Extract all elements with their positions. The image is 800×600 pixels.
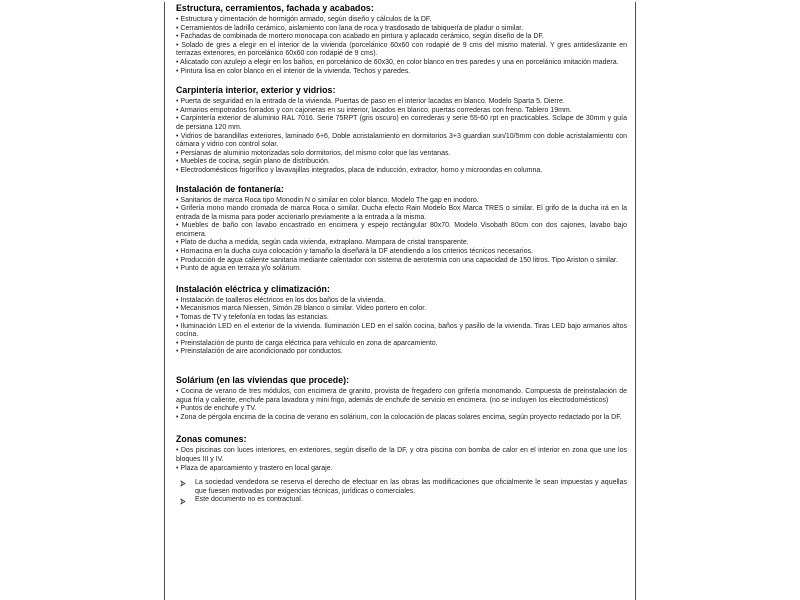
bullet-item: • Electrodomésticos frigorífico y lavavajillas integrados, placa de inducción, extractor, horno y microondas en columna.	[176, 166, 543, 174]
note-item	[176, 496, 627, 508]
bullet-list	[176, 197, 627, 274]
bullet-list	[176, 388, 627, 422]
bullet-item: • Sanitarios de marca Roca tipo Monodin N o similar en color blanco. Modelo The gap en inodoro.	[176, 196, 479, 204]
bullet-list	[176, 297, 627, 357]
bullet-item: • Mecanismos marca Niessen, Simón 28 blanco o similar. Video portero en color.	[176, 305, 427, 313]
bullet-list	[176, 98, 627, 175]
spec-section	[176, 3, 627, 76]
bullet-item: • Pintura lisa en color blanco en el interior de la vivienda. Techos y paredes.	[176, 67, 411, 75]
bullet-list	[176, 447, 627, 473]
bullet-item: • Estructura y cimentación de hormigón armado, según diseño y cálculos de la DF.	[176, 16, 432, 23]
bullet-item: • Iluminación LED en el exterior de la vivienda. Iluminación LED en el salón cocina, baños y pasillo de la vivienda. Tiras LED bajo armarios altos cocina.	[176, 322, 627, 339]
section-heading: Carpintería interior, exterior y vidrios:	[176, 85, 336, 96]
section-heading: Zonas comunes:	[176, 434, 247, 445]
bullet-item: • Puntos de enchufe y TV.	[176, 405, 257, 413]
bullet-item: • Dos piscinas con luces interiores, en exteriores, según diseño de la DF, y otra piscina con bomba de calor en el interior en zona que une los bloques III y IV.	[176, 447, 627, 463]
spec-section	[176, 85, 627, 175]
note-text: Este documento no es contractual.	[195, 496, 303, 504]
bullet-item: • Preinstalación de aire acondicionado por conductos.	[176, 348, 343, 356]
arrowhead-right-icon	[176, 496, 195, 508]
bullet-item: • Vidrios de barandillas exteriores, laminado 6+6, Doble acristalamiento en dormitorios 3+3 guardian sun/10/5mm con doble acristalamiento con cámara y vidrio con control solar.	[176, 132, 627, 149]
arrowhead-right-icon	[176, 479, 195, 496]
bullet-item: • Solado de gres a elegir en el interior de la vivienda (porcelánico 60x60 con rodapié de 9 cms del mismo material. Y gres antideslizante en terrazas exteriores, en porcelánico 60x60 con rodapié de 9 cms).	[176, 41, 627, 58]
bullet-item: • Plaza de aparcamiento y trastero en local garaje.	[176, 464, 333, 472]
section-heading: Instalación eléctrica y climatización:	[176, 283, 330, 294]
spec-sections	[176, 3, 627, 473]
spec-section	[176, 434, 627, 473]
legal-notes	[176, 479, 627, 508]
section-heading: Solárium (en las viviendas que procede):	[176, 375, 350, 385]
bullet-item: • Puerta de seguridad en la entrada de la vivienda. Puertas de paso en el interior lacadas en blanco. Modelo Sparta 5. Dierre.	[176, 98, 565, 106]
bullet-item: • Hornacina en la ducha cuya colocación y tamaño la diseñará la DF atendiendo a los criterios técnicos necesarios.	[176, 248, 533, 256]
spec-section	[176, 184, 627, 274]
bullet-list	[176, 16, 627, 76]
bullet-item: • Alicatado con azulejo a elegir en los baños, en porcelánico de 60x30, en color blanco en tres paredes y una en porcelánico imitación madera.	[176, 58, 619, 66]
page-content	[165, 2, 635, 508]
bullet-item: • Tomas de TV y telefonía en todas las estancias.	[176, 314, 329, 322]
bullet-item: • Muebles de baño con lavabo encastrado en encimera y espejo rectángular 80x70. Modelo Visobath 80cm con dos cajones, lavabo bajo encimera.	[176, 222, 627, 238]
bullet-item: • Preinstalación de punto de carga eléctrica para vehículo en zona de aparcamiento.	[176, 339, 438, 347]
bullet-item: • Armarios empotrados forrados y con cajoneras en su interior, lacados en blanco, puertas correderas con freno. Tablero 19mm.	[176, 106, 572, 114]
spec-section	[176, 375, 627, 422]
document-page	[164, 2, 636, 600]
bullet-item: • Cerramientos de ladrillo cerámico, aislamiento con lana de roca y trasdosado de tabiquería de pladur o similar.	[176, 24, 524, 32]
bullet-item: • Grifería mono mando cromada de marca Roca o similar. Ducha efecto Rain Modelo Box Marca TRES o similar. El grifo de la ducha irá en la entrada de la misma para poder accionarlo previamente a la entrada a la misma.	[176, 205, 627, 221]
section-heading: Instalación de fontanería:	[176, 183, 284, 194]
note-item	[176, 479, 627, 496]
bullet-item: • Fachadas de combinada de mortero monocapa con acabado en pintura y aplacado cerámico, según diseño de la DF.	[176, 33, 544, 41]
bullet-item: • Instalación de toalleros eléctricos en los dos baños de la vivienda.	[176, 296, 386, 304]
section-heading: Estructura, cerramientos, fachada y acabados:	[176, 3, 374, 13]
bullet-item: • Punto de agua en terraza y/o solárium.	[176, 265, 302, 273]
bullet-item: • Plato de ducha a medida, según cada vivienda, extraplano. Mampara de cristal transparente.	[176, 239, 469, 247]
bullet-item: • Zona de pérgola encima de la cocina de verano en solárium, con la colocación de placas solares encima, según proyecto redactado por la DF.	[176, 413, 622, 421]
note-text: La sociedad vendedora se reserva el derecho de efectuar en las obras las modificaciones que oficialmente le sean impuestas y aquellas que fuesen motivadas por exigencias técnicas, jurídicas o comerciales.	[195, 479, 627, 495]
bullet-item: • Persianas de aluminio motorizadas solo dormitorios, del mismo color que las ventanas.	[176, 149, 451, 157]
bullet-item: • Producción de agua caliente sanitaria mediante calentador con sistema de aerotermia con una capacidad de 150 litros. Tipo Ariston o similar.	[176, 256, 618, 264]
bullet-item: • Cocina de verano de tres módulos, con encimera de granito, provista de fregadero con grifería monomando. Compuesta de preinstalación de agua fría y caliente, enchufe para lavadora y mini frigo, además de enchufe de servicio en encimera. (no se incluyen los electrodomésticos)	[176, 388, 627, 404]
spec-section	[176, 284, 627, 357]
bullet-item: • Muebles de cocina, según plano de distribución.	[176, 158, 330, 166]
bullet-item: • Carpintería exterior de aluminio RAL 7016. Serie 75RPT (gris oscuro) en correderas y serie 55-60 rpt en practicables. Sclape de 30mm y guía de persiana 120 mm.	[176, 115, 627, 131]
